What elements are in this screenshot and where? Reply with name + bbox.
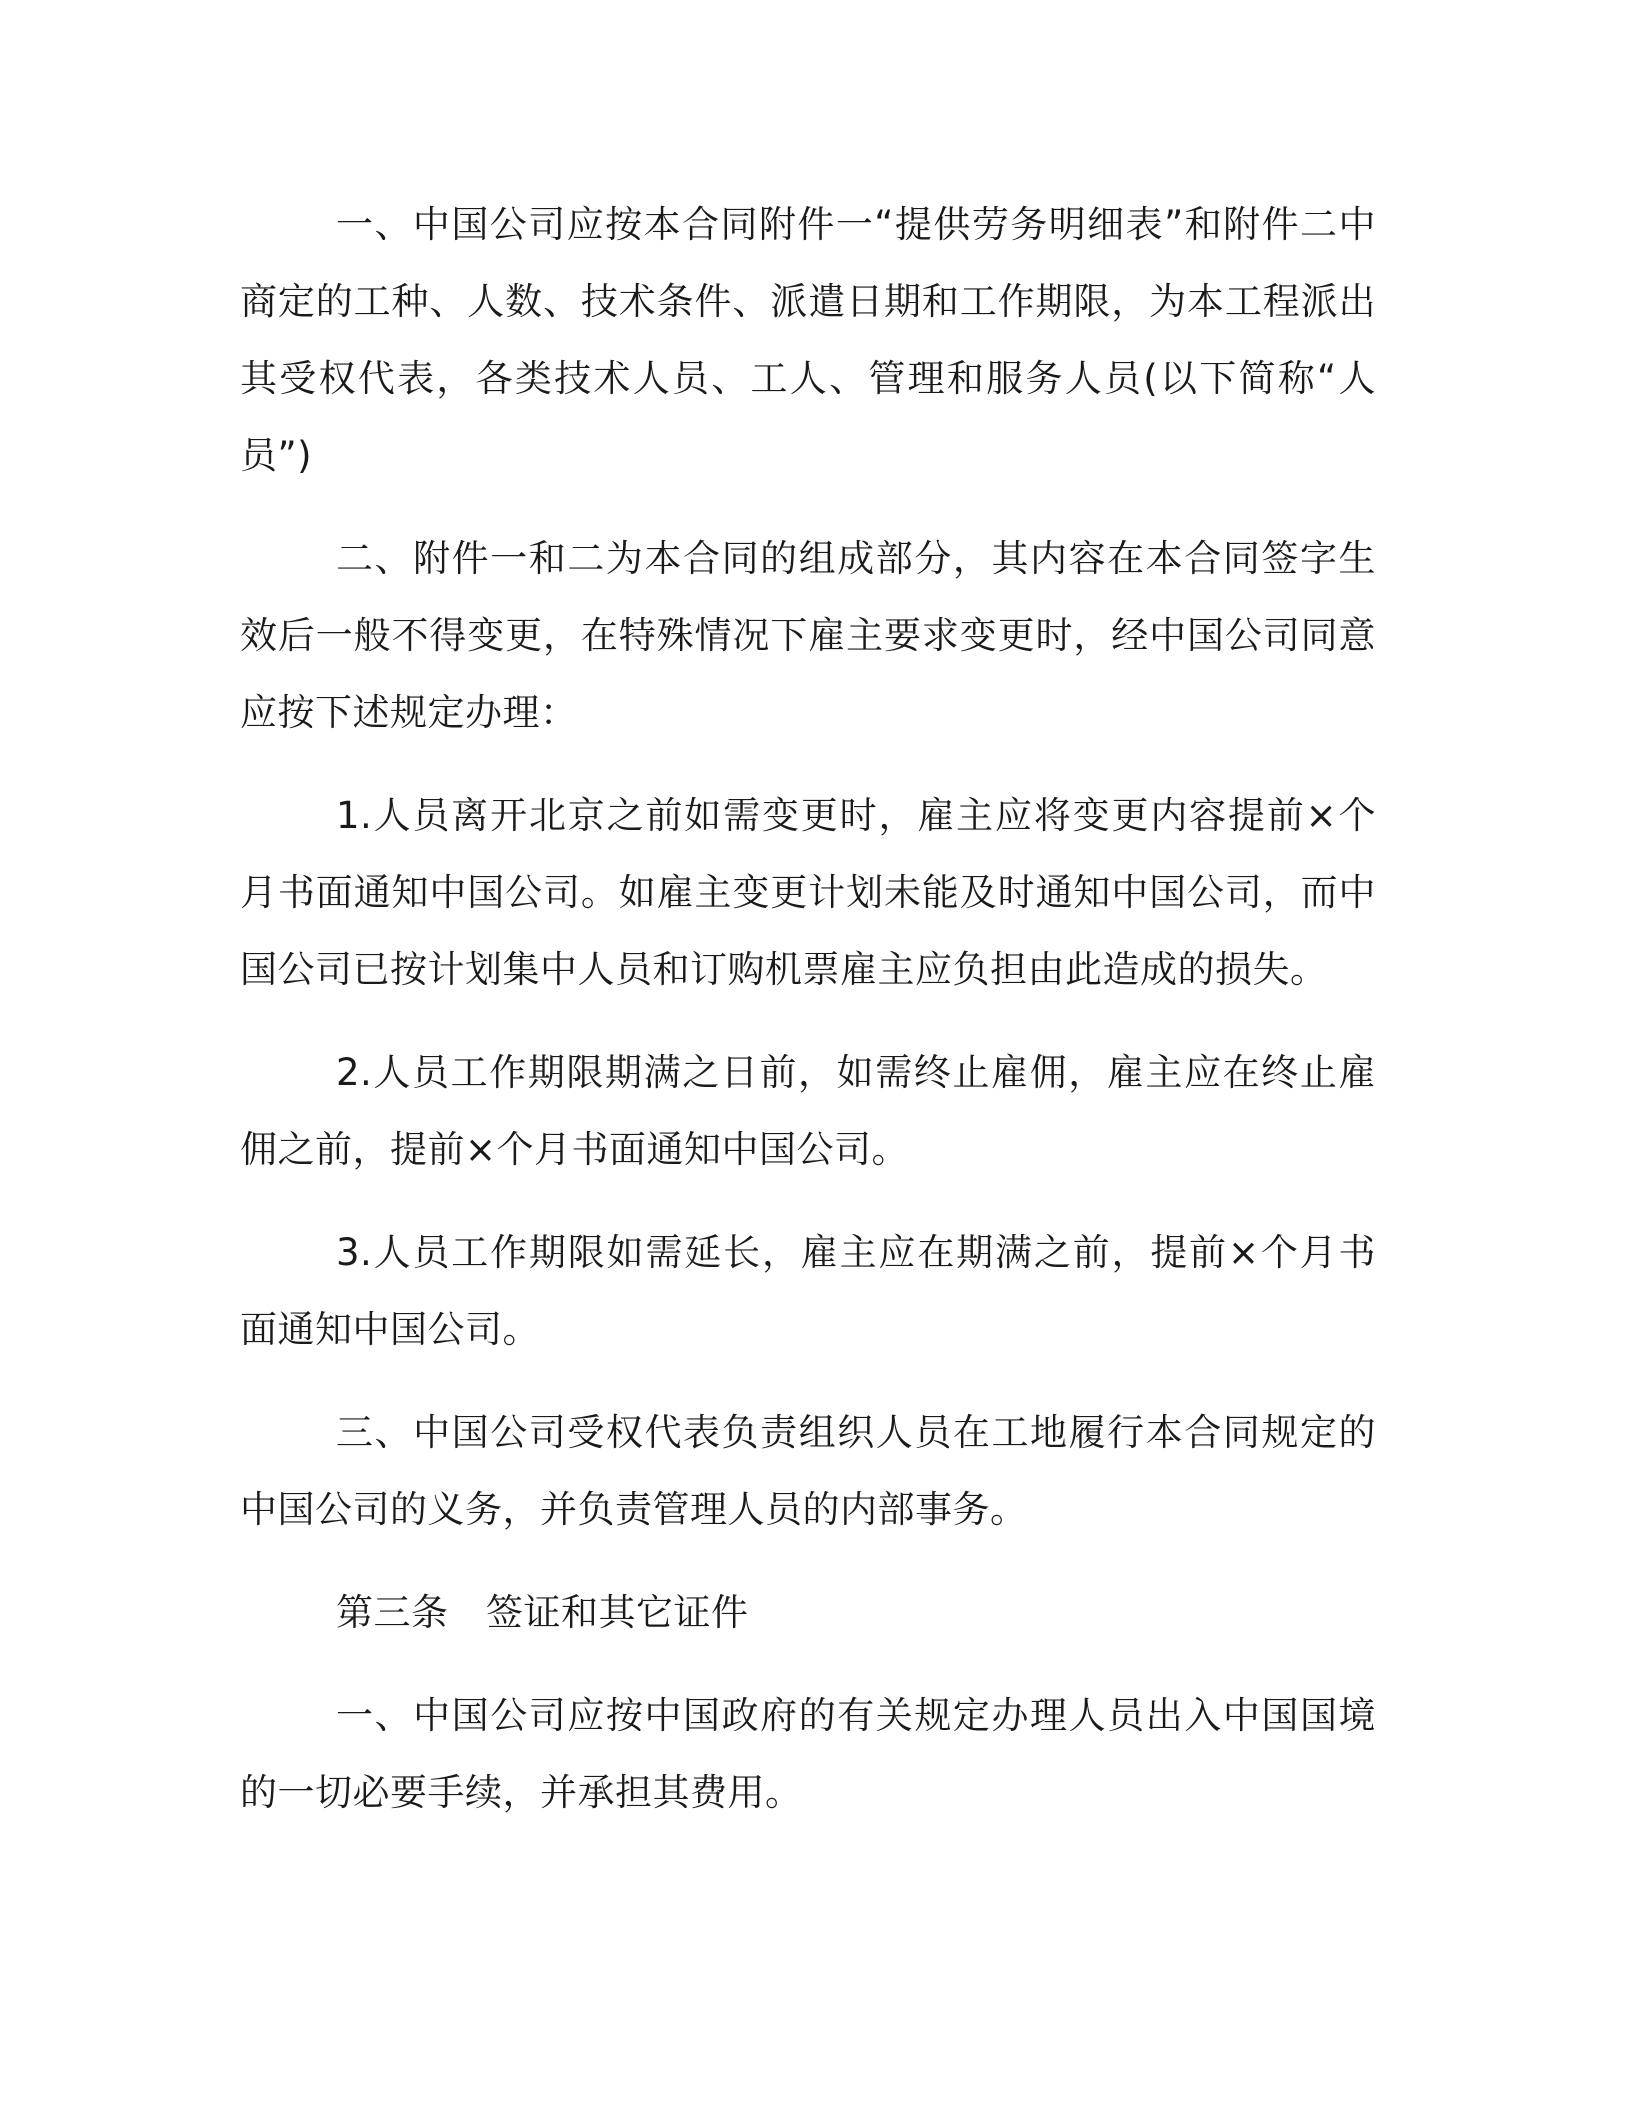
paragraph-term-extension: 3.人员工作期限如需延长，雇主应在期满之前，提前×个月书面通知中国公司。: [240, 1231, 1376, 1351]
paragraph-change-before-departure: 1.人员离开北京之前如需变更时，雇主应将变更内容提前×个月书面通知中国公司。如雇主变更计划未能及时通知中国公司，而中国公司已按计划集中人员和订购机票雇主应负担由此造成的损失。: [240, 794, 1376, 991]
paragraph-entry-exit-procedures: 一、中国公司应按中国政府的有关规定办理人员出入中国国境的一切必要手续，并承担其费用。: [240, 1694, 1376, 1814]
paragraph-early-termination: 2.人员工作期限期满之日前，如需终止雇佣，雇主应在终止雇佣之前，提前×个月书面通知中国公司。: [240, 1051, 1376, 1171]
document-body: [240, 186, 1376, 1857]
paragraph-personnel-dispatch: 一、中国公司应按本合同附件一“提供劳务明细表”和附件二中商定的工种、人数、技术条件、派遣日期和工作期限，为本工程派出其受权代表，各类技术人员、工人、管理和服务人员(以下简称“人员”): [240, 203, 1376, 477]
article-heading: 第三条 签证和其它证件: [336, 1591, 749, 1634]
paragraph-representative-duties: 三、中国公司受权代表负责组织人员在工地履行本合同规定的中国公司的义务，并负责管理人员的内部事务。: [240, 1411, 1376, 1531]
paragraph-annex-changes: 二、附件一和二为本合同的组成部分，其内容在本合同签字生效后一般不得变更，在特殊情况下雇主要求变更时，经中国公司同意应按下述规定办理：: [240, 537, 1376, 734]
